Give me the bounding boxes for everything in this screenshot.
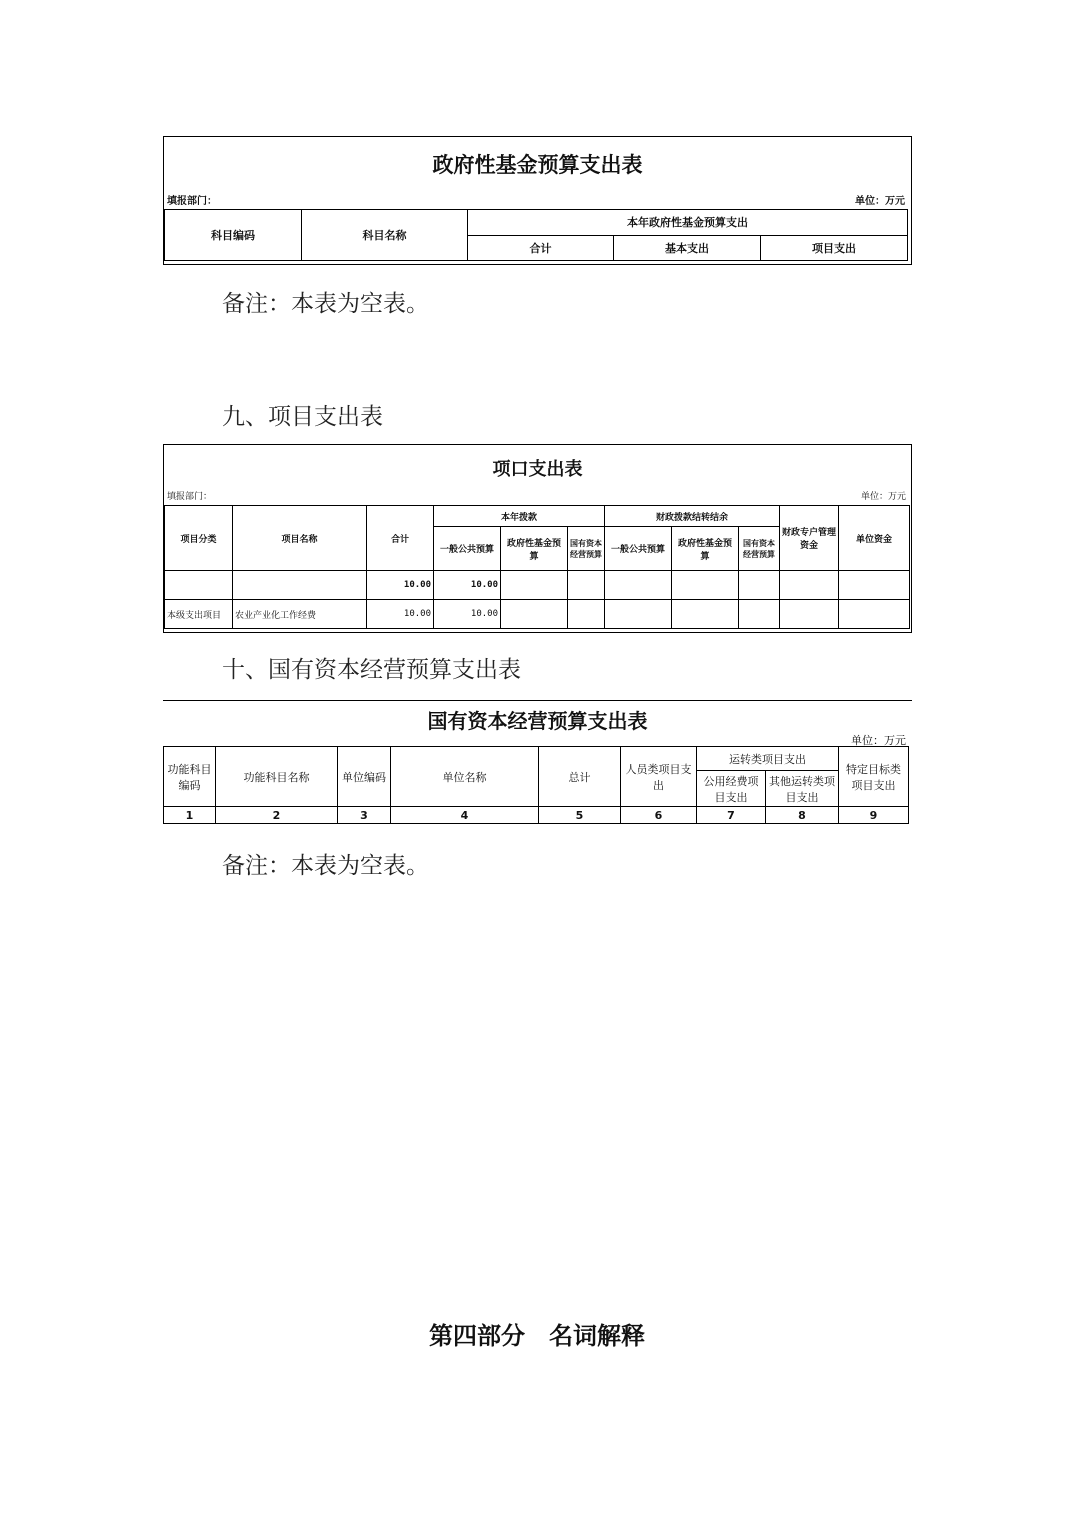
col-number: 7	[697, 807, 766, 824]
col-state-2: 国有资本经营预算	[739, 527, 780, 571]
dept-label: 填报部门：	[167, 196, 217, 207]
section-10-heading: 十、国有资本经营预算支出表	[222, 657, 521, 683]
col-special: 财政专户管理资金	[780, 506, 839, 571]
total-general: 10.00	[434, 571, 501, 600]
state-capital-grid	[163, 746, 909, 824]
col-total: 合计	[468, 235, 614, 261]
col-number: 9	[839, 807, 909, 824]
col-state: 国有资本经营预算	[568, 527, 605, 571]
group-current: 本年拨款	[434, 506, 605, 527]
col-func-code: 功能科目编码	[164, 747, 216, 807]
col-number: 4	[391, 807, 539, 824]
table-row	[165, 600, 910, 629]
row-total: 10.00	[367, 600, 434, 629]
note-empty-table-1: 备注：本表为空表。	[222, 291, 429, 317]
col-general: 一般公共预算	[434, 527, 501, 571]
col-name: 科目名称	[302, 210, 468, 261]
row-category: 本级支出项目	[165, 600, 233, 629]
project-expense-grid	[164, 505, 910, 629]
col-basic: 基本支出	[614, 235, 761, 261]
col-category: 项目分类	[165, 506, 233, 571]
col-number: 1	[164, 807, 216, 824]
note-empty-table-3: 备注：本表为空表。	[222, 853, 429, 879]
unit-label: 单位：万元	[855, 196, 905, 207]
column-number-row	[164, 807, 909, 824]
group-header: 本年政府性基金预算支出	[468, 210, 908, 236]
unit-label: 单位：万元	[860, 492, 906, 502]
col-name: 项目名称	[233, 506, 367, 571]
row-general: 10.00	[434, 600, 501, 629]
col-total: 合计	[367, 506, 434, 571]
col-general-2: 一般公共预算	[605, 527, 672, 571]
project-expense-title: 项口支出表	[492, 459, 583, 480]
col-special: 特定目标类项目支出	[839, 747, 909, 807]
project-expense-table	[163, 444, 912, 633]
col-number: 6	[621, 807, 697, 824]
col-fund: 政府性基金预算	[501, 527, 568, 571]
table-row-total	[165, 571, 910, 600]
group-carry: 财政拨款结转结余	[605, 506, 780, 527]
col-number: 8	[766, 807, 839, 824]
row-name: 农业产业化工作经费	[233, 600, 367, 629]
fund-budget-grid	[164, 209, 908, 261]
col-unit-name: 单位名称	[391, 747, 539, 807]
col-project: 项目支出	[761, 235, 908, 261]
unit-label: 单位：万元	[851, 734, 906, 747]
col-public: 公用经费项目支出	[697, 771, 766, 807]
col-number: 3	[338, 807, 391, 824]
col-code: 科目编码	[165, 210, 302, 261]
col-fund-2: 政府性基金预算	[672, 527, 739, 571]
col-unit-code: 单位编码	[338, 747, 391, 807]
fund-budget-table	[163, 136, 912, 265]
col-number: 5	[539, 807, 621, 824]
total-amount: 10.00	[367, 571, 434, 600]
section-9-heading: 九、项目支出表	[222, 404, 383, 430]
group-operation: 运转类项目支出	[697, 747, 839, 771]
col-unit-fund: 单位资金	[839, 506, 910, 571]
state-capital-table	[163, 700, 912, 827]
state-capital-title: 国有资本经营预算支出表	[427, 709, 648, 733]
col-other: 其他运转类项目支出	[766, 771, 839, 807]
col-personnel: 人员类项目支出	[621, 747, 697, 807]
col-func-name: 功能科目名称	[216, 747, 338, 807]
dept-label: 填报部门：	[167, 492, 213, 502]
part-4-title: 第四部分 名词解释	[429, 1321, 645, 1350]
fund-budget-title: 政府性基金预算支出表	[432, 153, 643, 177]
col-total: 总计	[539, 747, 621, 807]
col-number: 2	[216, 807, 338, 824]
